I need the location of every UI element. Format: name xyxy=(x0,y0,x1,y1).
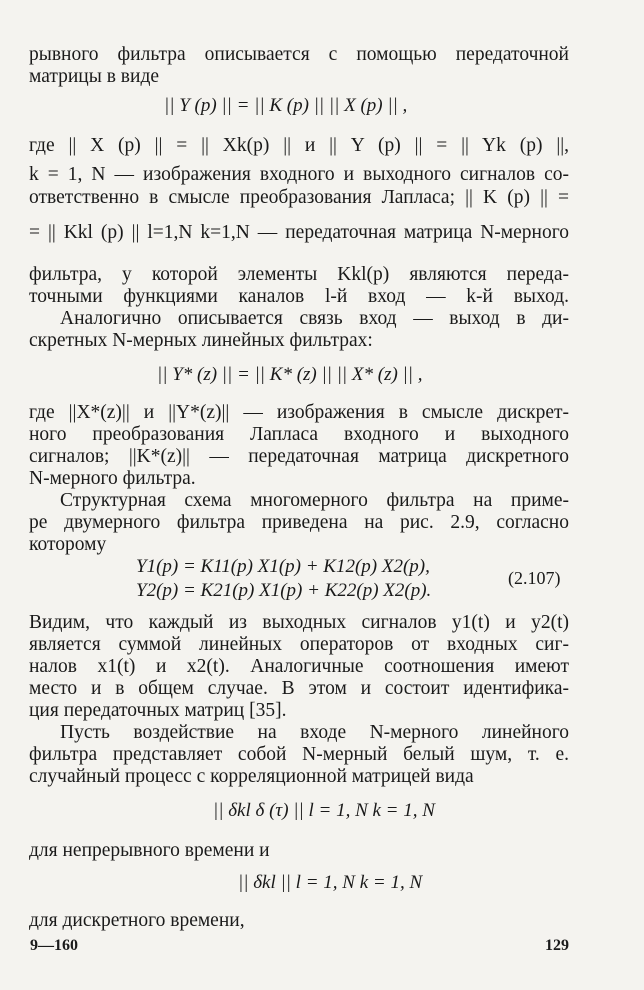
text-line: фильтра представляет собой N-мерный белый шум, т. е. xyxy=(29,744,569,765)
text-line: сигналов; ||K*(z)|| — передаточная матрица дискретного xyxy=(29,446,569,467)
text-line: точными функциями каналов l-й вход — k-й выход. xyxy=(29,286,569,307)
text-line: которому xyxy=(29,534,107,555)
equation-number: (2.107) xyxy=(508,568,561,588)
text-line: ного преобразования Лапласа входного и выходного xyxy=(29,424,569,445)
text-line: налов x1(t) и x2(t). Аналогичные соотношения имеют xyxy=(29,656,569,677)
formula-y2: Y2(p) = K21(p) X1(p) + K22(p) X2(p). xyxy=(136,580,432,601)
text-line: скретных N-мерных линейных фильтрах: xyxy=(29,330,373,351)
text-line: матрицы в виде xyxy=(29,66,160,87)
text-line: является суммой линейных операторов от входных сиг- xyxy=(29,634,569,655)
text-line: ре двумерного фильтра приведена на рис. 2.9, согласно xyxy=(29,512,569,533)
text-line: Пусть воздействие на входе N-мерного линейного xyxy=(60,722,569,743)
formula-y1: Y1(p) = K11(p) X1(p) + K12(p) X2(p), xyxy=(136,556,430,577)
text-line: место и в общем случае. В этом и состоит идентифика- xyxy=(29,678,569,699)
formula-discrete: || Y* (z) || = || K* (z) || || X* (z) || , xyxy=(157,364,423,385)
text-line: N-мерного фильтра. xyxy=(29,468,196,489)
text-line: ция передаточных матриц [35]. xyxy=(29,700,287,721)
formula-transfer: || Y (p) || = || K (p) || || X (p) || , xyxy=(164,95,408,116)
text-line: k = 1, N — изображения входного и выходного сигналов со- xyxy=(29,164,569,185)
formula-continuous-corr: || δkl δ (τ) || l = 1, N k = 1, N xyxy=(213,800,435,821)
text-line: = || Kkl (p) || l=1,N k=1,N — передаточная матрица N-мерного xyxy=(29,222,569,243)
text-line: случайный процесс с корреляционной матрицей вида xyxy=(29,766,474,787)
formula-discrete-corr: || δkl || l = 1, N k = 1, N xyxy=(238,872,423,893)
text-line: ответственно в смысле преобразования Лапласа; || K (p) || = xyxy=(29,187,569,208)
text-line: для непрерывного времени и xyxy=(29,840,270,861)
text-line: рывного фильтра описывается с помощью передаточной xyxy=(29,44,569,65)
text-line: для дискретного времени, xyxy=(29,910,245,931)
text-line: Видим, что каждый из выходных сигналов y1(t) и y2(t) xyxy=(29,612,569,633)
text-line: фильтра, у которой элементы Kkl(p) являются переда- xyxy=(29,264,569,285)
signature-mark: 9—160 xyxy=(30,937,78,954)
text-line: Аналогично описывается связь вход — выход в ди- xyxy=(60,308,569,329)
text-line: где ||X*(z)|| и ||Y*(z)|| — изображения в смысле дискрет- xyxy=(29,402,569,423)
text-line: Структурная схема многомерного фильтра на приме- xyxy=(60,490,569,511)
text-line: где || X (p) || = || Xk(p) || и || Y (p) || = || Yk (p) ||, xyxy=(29,135,569,156)
page-number: 129 xyxy=(545,937,569,954)
